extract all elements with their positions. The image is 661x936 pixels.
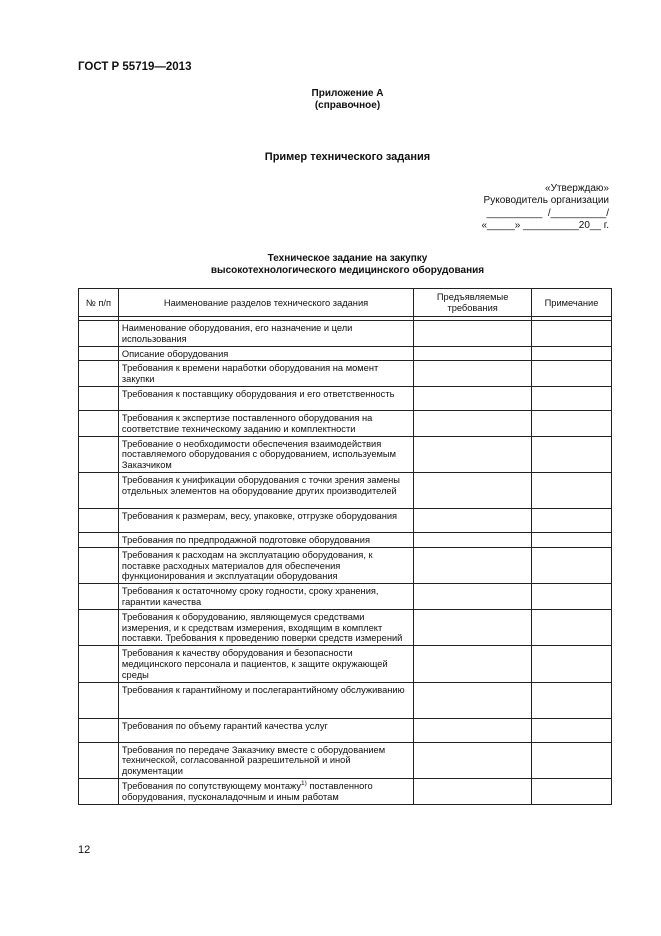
row-requirements-cell xyxy=(414,472,532,508)
table-row xyxy=(79,410,612,436)
page-number: 12 xyxy=(78,844,91,856)
header-section-name: Наименование разделов технического задания xyxy=(118,289,413,317)
row-section-cell: Описание оборудования xyxy=(118,346,413,361)
table-row xyxy=(79,386,612,410)
annex-kind: (справочное) xyxy=(314,100,381,111)
row-number-cell xyxy=(79,532,119,547)
row-note-cell xyxy=(532,646,612,682)
row-note-cell xyxy=(532,547,612,583)
table-row xyxy=(79,532,612,547)
table-row xyxy=(79,778,612,804)
row-section-cell: Требования к времени наработки оборудования на момент закупки xyxy=(118,361,413,387)
row-requirements-cell xyxy=(414,410,532,436)
row-number-cell xyxy=(79,718,119,742)
header-note: Примечание xyxy=(532,289,612,317)
table-row xyxy=(79,646,612,682)
row-note-cell xyxy=(532,742,612,778)
row-number-cell xyxy=(79,682,119,718)
row-note-cell xyxy=(532,321,612,347)
row-requirements-cell xyxy=(414,718,532,742)
row-section-cell: Наименование оборудования, его назначение и цели использования xyxy=(118,321,413,347)
row-requirements-cell xyxy=(414,742,532,778)
row-number-cell xyxy=(79,547,119,583)
row-section-cell: Требование о необходимости обеспечения взаимодействия поставляемого оборудования с оборудованием, используемым Заказчиком xyxy=(118,436,413,472)
row-note-cell xyxy=(532,472,612,508)
row-number-cell xyxy=(79,584,119,610)
spec-table xyxy=(78,288,612,805)
approval-block xyxy=(481,183,609,232)
row-note-cell xyxy=(532,508,612,532)
row-requirements-cell xyxy=(414,436,532,472)
table-row xyxy=(79,584,612,610)
row-section-cell: Требования к унификации оборудования с точки зрения замены отдельных элементов на оборудование других производителей xyxy=(118,472,413,508)
approval-line-3: __________ /__________/ xyxy=(486,207,609,219)
row-section-cell: Требования к размерам, весу, упаковке, отгрузке оборудования xyxy=(118,508,413,532)
row-note-cell xyxy=(532,682,612,718)
approval-line-2: Руководитель организации xyxy=(483,195,609,207)
row-section-cell: Требования по предпродажной подготовке оборудования xyxy=(118,532,413,547)
row-number-cell xyxy=(79,742,119,778)
last-row-text-before: Требования по сопутствующему монтажу xyxy=(121,780,301,791)
row-section-cell: Требования к гарантийному и послегарантийному обслуживанию xyxy=(118,682,413,718)
row-requirements-cell xyxy=(414,346,532,361)
table-row xyxy=(79,346,612,361)
row-section-cell: Требования к оборудованию, являющемуся средствами измерения, и к средствам измерения, входящим в комплект поставки. Требования к проведению поверки средств измерений xyxy=(118,609,413,645)
row-requirements-cell xyxy=(414,361,532,387)
row-section-cell: Требования к качеству оборудования и безопасности медицинского персонала и пациентов, к защите окружающей среды xyxy=(118,646,413,682)
standard-number: ГОСТ Р 55719—2013 xyxy=(78,61,192,73)
table-row xyxy=(79,508,612,532)
row-number-cell xyxy=(79,386,119,410)
row-note-cell xyxy=(532,778,612,804)
row-requirements-cell xyxy=(414,547,532,583)
row-number-cell xyxy=(79,410,119,436)
table-row xyxy=(79,361,612,387)
table-title xyxy=(0,253,661,277)
table-header-row xyxy=(79,289,612,317)
table-row xyxy=(79,682,612,718)
row-note-cell xyxy=(532,609,612,645)
header-requirements: Предъявляемые требования xyxy=(414,289,532,317)
row-section-cell: Требования к остаточному сроку годности, сроку хранения, гарантии качества xyxy=(118,584,413,610)
row-requirements-cell xyxy=(414,609,532,645)
approval-line-4: «_____» __________20__ г. xyxy=(481,219,609,231)
row-number-cell xyxy=(79,646,119,682)
row-number-cell xyxy=(79,346,119,361)
row-number-cell xyxy=(79,436,119,472)
table-title-line-2: высокотехнологического медицинского оборудования xyxy=(210,265,485,276)
approval-line-1: «Утверждаю» xyxy=(545,183,609,194)
footnote-mark: 1) xyxy=(301,779,307,787)
header-number: № п/п xyxy=(79,289,119,317)
row-requirements-cell xyxy=(414,321,532,347)
row-note-cell xyxy=(532,532,612,547)
row-requirements-cell xyxy=(414,682,532,718)
table-body xyxy=(79,321,612,779)
table-title-line-1: Техническое задание на закупку xyxy=(267,253,428,264)
row-section-cell xyxy=(118,778,413,804)
row-note-cell xyxy=(532,718,612,742)
row-section-cell: Требования к поставщику оборудования и его ответственность xyxy=(118,386,413,410)
table-row xyxy=(79,472,612,508)
row-section-cell: Требования по объему гарантий качества услуг xyxy=(118,718,413,742)
row-note-cell xyxy=(532,410,612,436)
table-row xyxy=(79,321,612,347)
row-number-cell xyxy=(79,508,119,532)
table-row xyxy=(79,718,612,742)
row-section-cell: Требования по передаче Заказчику вместе с оборудованием технической, согласованной разрешительной и иной документации xyxy=(118,742,413,778)
row-requirements-cell xyxy=(414,386,532,410)
table-row xyxy=(79,436,612,472)
row-requirements-cell xyxy=(414,646,532,682)
example-title: Пример технического задания xyxy=(264,151,431,163)
row-number-cell xyxy=(79,778,119,804)
row-number-cell xyxy=(79,472,119,508)
row-requirements-cell xyxy=(414,532,532,547)
row-number-cell xyxy=(79,361,119,387)
row-requirements-cell xyxy=(414,778,532,804)
row-section-cell: Требования к расходам на эксплуатацию оборудования, к поставке расходных материалов для обеспечения функционирования и эксплуатации оборудования xyxy=(118,547,413,583)
table-row xyxy=(79,547,612,583)
row-section-cell: Требования к экспертизе поставленного оборудования на соответствие техническому заданию и комплектности xyxy=(118,410,413,436)
row-number-cell xyxy=(79,609,119,645)
table-row xyxy=(79,742,612,778)
annex-heading xyxy=(0,88,661,112)
row-number-cell xyxy=(79,321,119,347)
annex-title: Приложение А xyxy=(311,88,384,99)
row-note-cell xyxy=(532,361,612,387)
row-requirements-cell xyxy=(414,584,532,610)
row-note-cell xyxy=(532,584,612,610)
row-note-cell xyxy=(532,386,612,410)
last-row-text-after: поставленного оборудования, пусконаладочным и иным работам xyxy=(121,780,373,802)
row-requirements-cell xyxy=(414,508,532,532)
row-note-cell xyxy=(532,436,612,472)
row-note-cell xyxy=(532,346,612,361)
table-row xyxy=(79,609,612,645)
